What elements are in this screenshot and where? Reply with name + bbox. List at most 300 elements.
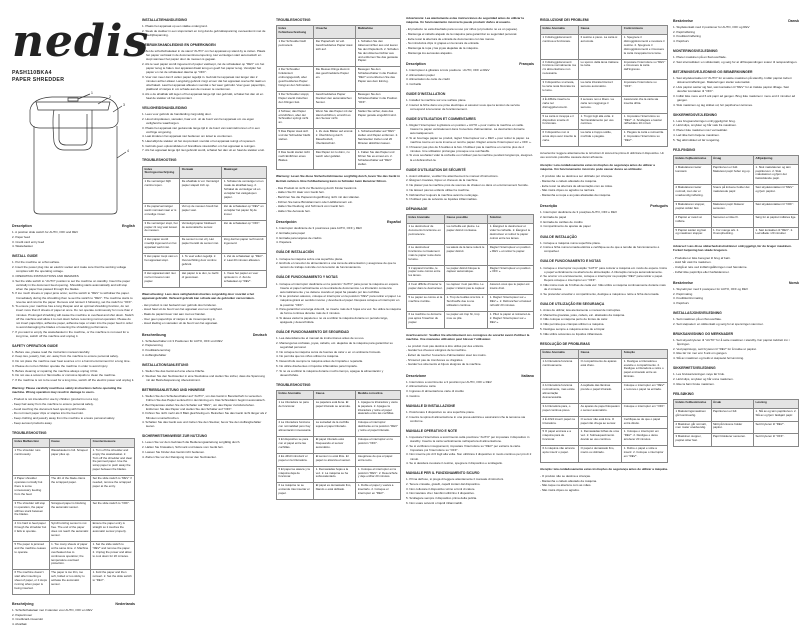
warning-text: Advarsel: Læs disse sikkerhedsinstruktioner omhyggeligt, før du bruger maskinen. Forkert betjening kan skade brugeren.	[673, 244, 792, 253]
list-item: 5. Before cleaning or repairing the machine always unplug it first.	[12, 368, 99, 373]
cell-cause: O sensor não está livre. O papel não chega ao sensor.	[579, 416, 622, 429]
list-item: - Das Produkt ist nicht zur Benutzung durch Kinder bestimmt.	[276, 185, 358, 190]
language-header	[406, 374, 534, 378]
numbered-list	[142, 24, 267, 37]
numbered-list	[673, 317, 799, 326]
numbered-list	[12, 230, 135, 248]
header-cause: Cause	[49, 438, 90, 447]
cell-solution: 1. Schalten Sie den Aktenvernichter aus und leeren Sie den Papierkorb. 2. Schalten Sie den Aktenvernichter aus und entfernen Sie das gestaute Papier.	[356, 38, 401, 66]
header-cause: Årsag	[711, 155, 754, 164]
cell-cause: El papel triturado está bloqueando el sensor automático.	[314, 437, 356, 454]
table-row	[277, 437, 401, 454]
language-header	[673, 19, 799, 23]
list-item: 1. Plaats het apparaat op een vlakke ondergrond.	[142, 24, 208, 29]
table-row	[143, 270, 267, 287]
list-item: 1. Before use, please read the instruction manual carefully.	[12, 349, 90, 354]
header-index-malfunction	[143, 166, 180, 179]
table-row	[277, 453, 401, 466]
cell-cause: Papirkurven er full.	[711, 408, 754, 421]
numbered-list	[276, 282, 401, 325]
cell-solution: 1. Sluk makulatoren og tøm papirkurven. 2. Sluk makulatoren og fjern det fastsiddende papir.	[754, 164, 799, 185]
list-item: 1. Sett maskinen på en flat overflate.	[673, 317, 722, 322]
list-item: 4. Se pretender esvaziar o compartimento, desligue a máquina e retire a ficha da tomada.	[540, 291, 660, 296]
section-heading: GEBRUIKSHANDLEIDING EN OPMERKINGEN	[142, 42, 216, 47]
cell-malfunction: 2 Makulatoren kører normalt, men der er unødvendig indføring.	[674, 185, 712, 202]
cell-cause: La carta è troppo sottile, morbida o piegata.	[579, 130, 622, 147]
section-heading: SICHERHEITSHINWEISE ZUR NUTZUNG	[142, 434, 207, 439]
cell-solution: Coloque el interruptor en la posición "OFF".	[356, 437, 401, 454]
list-item: 1. Prima dell'uso, si prega di leggere attentamente il manuale di istruzioni.	[406, 477, 504, 482]
list-item: 4. Si vous souhaitez vider la corbeille ou n'utilisez pas la machine pendant longtemps, éteignez-la et débranchez-la.	[406, 153, 534, 162]
language-header	[276, 220, 401, 224]
list-item: 2. Bei Papierstau stellen Sie den Schalter auf "REV", um das Papier zurückzuziehen. Entfernen Sie das Papier und stellen Sie den Schalter auf "OFF".	[142, 402, 255, 411]
table-row	[674, 408, 799, 421]
cell-solution: 1. Pliez le papier et réinsérez-le. 2. Réglez l'interrupteur sur « REV ».	[488, 311, 534, 328]
list-item: 3. Entrada de cartões de crédito	[540, 219, 583, 224]
list-item: - Keep clothing and jewelry away from the machine to ensure personal safety.	[12, 415, 115, 420]
list-item: 4. Cestino	[406, 393, 420, 398]
section-heading: BRUKSANVISNING OG MERKNADER	[673, 331, 734, 336]
header-malfunction: Anomalía	[287, 390, 301, 395]
header-malfunction: Anomalia	[551, 349, 565, 354]
list-item: - No introduzca clips ni grapas en la ranura de entrada.	[406, 41, 480, 46]
cell-solution: 1. Vouw het papier en voer opnieuw in. 2. Zet de schakelaar op "REV".	[222, 270, 267, 287]
cell-malfunction: 4 È difficile inserire la carta nel distruggidocumenti.	[541, 96, 579, 113]
cell-malfunction: 1 La trituradora no para de funcionar.	[277, 399, 314, 420]
warning-text: Avertissement : Veuillez lire attentivement ces consignes de sécurité avant d'utiliser la machine. Une mauvaise utilisation peut blesser l'utilisateur.	[406, 332, 530, 341]
table-header-row	[541, 349, 668, 358]
bullet-list	[406, 27, 534, 55]
header-index: Index	[144, 166, 153, 171]
numbered-list	[406, 380, 534, 398]
table-row	[277, 399, 401, 420]
list-item: - Halten Sie Aerosole fern.	[276, 209, 312, 214]
list-item: 2. Hold slips, smykker og hår unna maskinen.	[673, 376, 734, 381]
cell-malfunction: 4 Papiret er svært at indføre.	[674, 214, 712, 227]
list-item: 1. Placer maskinen på en flad overflade.	[673, 55, 727, 60]
section-heading: RISOLUZIONE DEI PROBLEMI	[540, 18, 589, 22]
list-item: 1. Schuifschakelaar met 3 standen voor AUTO, OFF en REV	[12, 608, 93, 612]
section-heading: FEJLFINDING	[673, 147, 696, 152]
cell-cause: 1. Trop de feuilles à la fois. 2. Surchauffe due à une utilisation continue.	[445, 295, 488, 312]
list-item: 3. Plaats het apparaat niet gedurende lange tijd in de buurt van warmtebronnen of in een vochtige omgeving.	[142, 125, 260, 134]
list-item: - Halten Sie Kleidung und Schmuck vom Gerät fern.	[276, 204, 345, 209]
cell-solution: Impostare l'interruttore su "OFF".	[622, 80, 668, 97]
table-row	[277, 420, 401, 437]
table-header-row	[277, 26, 401, 39]
cell-cause: Synchronizing sensor is not free. The end of the paper does not reach the automatic sensor.	[49, 521, 90, 542]
cell-solution: Réglez l'interrupteur en position « OFF ».	[488, 265, 534, 282]
header-cause: Ursache	[314, 26, 356, 39]
cell-malfunction: 3 A trituradora para, o papel continua preso.	[541, 403, 579, 416]
table-row	[674, 164, 799, 185]
cell-solution: Sørg for at papiret indføres lige.	[754, 214, 799, 227]
cell-cause: 1. Too many sheets of paper at the same time. 2. Machine overheated due to continuous operation; the temperature overload protection.	[49, 541, 90, 569]
cell-malfunction: 1 Le destructeur de documents fonctionne en permanence.	[407, 224, 445, 245]
cell-cause: Le papier est trop fin, trop mou ou plié.	[445, 311, 488, 328]
numbered-list	[540, 308, 668, 336]
list-item: 2. Halten Sie Krawatten, Schmuck und Haare vom Gerät fern.	[142, 445, 225, 450]
list-item: 4. Papirkurv	[673, 300, 690, 305]
list-item: 5. Tag altid stikket ud før rengøring.	[673, 137, 720, 142]
list-item: - Mantenga el cabello alejado de la máquina para garantizar su seguridad personal.	[406, 31, 518, 36]
cell-malfunction: 4 Het papier wordt moeilijk ingevoerd en het apparaat werkt niet.	[143, 237, 180, 254]
cell-cause: As aparas de papel bloqueiam o sensor automático.	[579, 403, 622, 416]
table-row	[277, 67, 401, 92]
list-item: 3. Voer niet meer dan 6 vellen papier tegelijk in. Gebruik het apparaat niet langer dan 2 minuten achter elkaar. Langdurig gebruik zorgt ervoor dat het apparaat oververhit raakt en uitschakelt. Laat het apparaat afkoelen voordat u het weer gebruikt. Voer geen paperclips, plakband of nietjes in om schade aan de messen te voorkomen.	[142, 74, 266, 92]
header-index-malfunction	[674, 155, 712, 164]
list-item: 3. Não coloque a máquina perto de fontes de calor.	[540, 317, 609, 322]
cell-malfunction: 2 De papiervernietiger werkt normaal maar er is onnodige invoer.	[143, 203, 180, 220]
list-item: 7. If the machine is not to be used for a long time, switch off the electric power and unplug it.	[12, 377, 135, 382]
section-heading: INSTALL GUIDE	[12, 254, 38, 259]
table-row	[407, 244, 534, 265]
table-row	[277, 466, 401, 483]
list-item: 2. Si un bourrage papier se produit, réglez l'interrupteur sur « REV » pour retirer le papier. La machine tourne en sens inverse et rend le papier. Réglez ensuite l'interrupteur sur « OFF ».	[406, 135, 532, 144]
numbered-list	[406, 174, 534, 202]
table-row	[407, 311, 534, 328]
list-item: 2. Mantenha gravatas, joias, cabelo, etc. afastados da máquina.	[540, 312, 626, 317]
header-malfunction: Anomalia	[551, 26, 565, 31]
header-malfunction: Malfunction	[22, 438, 40, 443]
cell-malfunction: 4 Il est difficile d'insérer le papier dans le destructeur.	[407, 282, 445, 295]
list-item: 2. Steek de stekker in een stopcontact en zorg dat de gebruiksspanning overeenkomt met de bedrijfsspanning.	[142, 28, 266, 37]
column-5	[540, 12, 668, 493]
list-item: 1. Interrupteur à glissière à trois positions : AUTO, OFF et REV	[406, 67, 490, 72]
header-index: Índice	[278, 390, 287, 395]
header-index: Index	[278, 26, 287, 31]
numbered-list	[540, 266, 668, 296]
table-row	[541, 446, 668, 463]
list-item: 1. Lea detenidamente el manual de instrucciones antes de su uso.	[276, 336, 365, 341]
list-item: 4. Se si desidera svuotare il cestino, spegnere il dispositivo e scollegarlo.	[406, 461, 503, 466]
list-item: 1. Installez la machine sur une surface plane.	[406, 98, 467, 103]
troubleshooting-table	[276, 390, 401, 500]
description-heading: Descripción	[276, 220, 297, 225]
header-index: Indeks	[675, 399, 685, 404]
numbered-list	[406, 98, 534, 111]
cell-cause: Lo sporco della lama trattiene la carta.	[579, 59, 622, 80]
cell-cause: The dirt of the blade clams the scrapped paper.	[49, 476, 90, 501]
cell-cause: Wenn Sie das Papier mit der Hand einführen, erreicht es den Sensor nicht.	[314, 108, 356, 129]
cell-solution: Stellen Sie sicher, dass das Papier gerade eingeführt wird.	[356, 108, 401, 129]
troubleshooting-table	[276, 25, 401, 170]
column-1	[12, 12, 150, 627]
list-item: 1. Sæt skydekontakten til "AUTO" for at sætte maskinen på standby. Indfør papiret lodret i dokumentindføringen. Makuleringen starter automatisk.	[673, 76, 793, 85]
cell-cause: 1. Te veel vellen tegelijk. 2. Oververhitting door continu gebruik.	[180, 254, 222, 271]
list-item: - N'insérez pas de trombones ou d'agrafes.	[406, 357, 464, 362]
column-3	[276, 12, 401, 504]
table-row	[541, 80, 668, 97]
warning-text: Atenção: Leia cuidadosamente estas instruções de segurança antes de utilizar a máquina. Um funcionamento incorreto pode causar danos ao utilizador.	[540, 163, 655, 172]
list-item: 6. No utilice disolventes ni líquidos inflamables para limpiarla.	[276, 363, 358, 368]
cell-solution: Coloque o interruptor em "OFF".	[622, 403, 668, 416]
cell-malfunction: 3 L'appareil s'arrête, le papier reste coincé entre les lames.	[407, 265, 445, 282]
list-item: - Mantenha a roupa e as joias afastadas da máquina.	[540, 193, 611, 198]
cell-cause: Makuleret papir blokerer sensoren.	[711, 201, 754, 214]
table-row	[674, 214, 799, 227]
table-header-row	[407, 215, 534, 224]
cell-malfunction: 2 A trituradora funciona normalmente, mas existe alimentação desnecessária.	[541, 383, 579, 404]
table-row	[674, 434, 799, 447]
list-item: 1. Les bruksanvisningen nøye før bruk.	[673, 372, 725, 377]
column-6	[673, 12, 799, 451]
warning-text: Warnung: Lesen Sie diese Sicherheitshinweise sorgfältig durch, bevor Sie das Gerät in Betrieb nehmen. Eine Fehlbedienung kann zu Schäden beim Benutzer führen.	[276, 174, 400, 183]
table-row	[541, 96, 668, 113]
header-index: Index	[408, 215, 417, 220]
list-item: - O produto não se destina a ser utilizado por crianças.	[540, 174, 613, 179]
list-item: 7. Si no va a utilizar la máquina durante mucho tiempo, apague la alimentación y desenchúfela.	[276, 368, 384, 377]
cell-solution: Zet de schakelaar op "OFF".	[222, 220, 267, 237]
cell-solution: Bewegen Sie den Schiebeschalter in die Position "REV" und entfernen Sie das Papier aus dem Einzug.	[356, 67, 401, 92]
list-item: 2. Papirindføring	[673, 29, 696, 34]
list-item: 4. Lad ikke børn betjene maskinen.	[673, 132, 720, 137]
section-heading: RESOLUÇÃO DE PROBLEMAS	[540, 341, 590, 346]
list-item: - Voer geen paperclips of nietjes in de invoeropening in.	[142, 316, 216, 321]
list-item: 2. Si se producen atascos, coloque el interruptor en la posición "REV" para retirar el papel. La máquina girará en sentido inverso y devolverá el papel. Después coloque el interruptor en la posición "OFF".	[276, 294, 401, 307]
list-item: 1. Skydekontakt med 3 positioner for AUTO, OFF og REV	[673, 25, 750, 30]
cell-solution: 1. Coloque el interruptor en la posición "REV". 2. Desenchufe y deje enfriar 20 minutos.	[356, 466, 401, 483]
list-item: 6. Não utilize solventes ou líquidos inflamáveis.	[540, 331, 603, 336]
header-malfunction: Storingsomschrijving	[144, 170, 175, 175]
cell-solution: Ensure the paper entry is straight so it touches the automatic sensor properly.	[91, 521, 135, 542]
list-item: 1. Coloque la máquina sobre una superficie plana.	[276, 256, 343, 261]
cell-malfunction: 2 Maskinen går normalt, men mater unødvendig.	[674, 421, 712, 434]
numbered-list	[12, 350, 135, 382]
cell-cause: Het papier is te dun, te zacht of gevouwen.	[180, 270, 222, 287]
cell-malfunction: 5 The paper is jammed and the machine ceases to operate.	[13, 541, 50, 569]
header-index-malfunction	[277, 26, 314, 39]
list-item: 3. Kreditkarteneinzug	[142, 348, 171, 352]
cell-malfunction: 1 Il distruggidocumenti continua a funzionare.	[541, 35, 579, 60]
troubleshooting-table	[12, 438, 135, 595]
list-item: 4. Ne laissez pas les enfants utiliser la machine.	[406, 187, 470, 192]
numbered-list	[406, 410, 534, 423]
list-item: 7. Als het apparaat lange tijd niet gebruikt wordt, schakel het dan uit en haal de stekker eruit.	[142, 148, 265, 153]
language-header	[142, 333, 267, 337]
numbered-list	[673, 25, 799, 43]
header-solution: Maatregel	[222, 166, 267, 179]
numbered-list	[276, 226, 401, 244]
cell-solution: Set the slide switch to "REV" if needed, remove the scrapped paper at the entry.	[91, 476, 135, 501]
list-item: 3. Führen Sie nicht mehr als 6 Blatt gleichzeitig ein. Betreiben Sie das Gerät nicht länger als 2 Minuten ununterbrochen.	[142, 411, 267, 420]
table-row	[13, 500, 135, 521]
table-row	[541, 383, 668, 404]
list-item: 4. Papelera	[276, 240, 292, 245]
list-item: 1. Put the machine on a flat surface.	[12, 260, 61, 265]
list-item: 3. Credit card entry feed	[12, 239, 45, 244]
troubleshooting-table	[540, 25, 668, 147]
table-row	[13, 541, 135, 569]
list-item: 2. Éloignez cravates, bijoux et cheveux de la machine.	[406, 178, 479, 183]
cell-cause: Die Messer-Klinge klemmt das geschredderte Papier ein.	[314, 67, 356, 92]
list-item: - Raak de papierinvoer niet aan met uw handen.	[142, 312, 207, 317]
cell-cause: 1. Troppi fogli alla volta. 2. Surriscaldamento per uso continuo.	[579, 113, 622, 130]
table-row	[674, 185, 799, 202]
cell-cause: La corbeille est pleine. Le papier détruit s'entasse.	[445, 224, 488, 245]
list-item: 6. Do not use a solvent or flammable or corrosive liquids to clean the machine.	[12, 373, 117, 378]
bullet-list	[12, 397, 135, 425]
numbered-list	[276, 257, 401, 270]
cell-cause: Papir blokkerer sensoren.	[711, 434, 754, 447]
list-item: 4. Papirkurv	[673, 39, 690, 44]
section-heading: SAFETY OPERATION GUIDE	[12, 343, 58, 348]
list-item: 3. Non collocare il dispositivo vicino a fonti di calore.	[406, 486, 476, 491]
section-heading: TROUBLESHOOTING	[276, 382, 311, 387]
list-item: 3. Não insira mais de 6 folhas de cada vez. Não utilize a máquina continuamente durante mais de 2 minutos.	[540, 283, 666, 292]
warning-text: Atenção: leia cuidadosamente estas instruções de segurança antes de utilizar a máquina.	[540, 466, 668, 471]
shredder-illustration	[12, 88, 135, 217]
cell-solution: 1. Éteignez le destructeur et videz la corbeille. 2. Éteignez le destructeur et retirez le papier coincé entre les lames.	[488, 224, 534, 245]
language-label: Deutsch	[252, 332, 267, 337]
callout-1: 1	[91, 91, 93, 95]
cell-solution: Asegúrese de que el papel entra recto.	[356, 453, 401, 466]
table-row	[13, 476, 135, 501]
cell-malfunction: 6 La máquina no se enciende tras insertar el papel.	[277, 483, 314, 500]
list-item: 2. Tenere cravatte, gioielli, capelli lontani dal dispositivo.	[406, 482, 481, 487]
list-item: 5. Scollegare sempre il dispositivo prima della pulizia.	[406, 496, 478, 501]
bullet-list	[540, 174, 668, 197]
cell-solution: 1. Zet de schakelaar op "REV". 2. Laat 20 minuten afkoelen.	[222, 254, 267, 271]
numbered-list	[673, 76, 799, 106]
warning-text: Waarschuwing: Lees deze veiligheidsinstructies zorgvuldig door voordat u het apparaat gebruikt. Verkeerd gebruik kan schade aan de gebruiker veroorzaken.	[142, 291, 255, 300]
list-item: 6. Gebruik geen oplosmiddelen of brandbare vloeistoffen om het apparaat te reinigen.	[142, 143, 256, 148]
header-cause: Causa	[579, 26, 622, 35]
list-item: 4. Ziehen Sie vor der Reinigung immer den Netzstecker.	[142, 454, 217, 459]
callout-4: 4	[127, 149, 129, 153]
list-item: - Undgå at røre ved indføringsåbningen med hænderne.	[673, 264, 748, 269]
cell-cause: De sensor is niet vrij. Het papier bereikt de sensor niet.	[180, 237, 222, 254]
callout-2: 2	[109, 95, 111, 99]
cell-solution: 1. Spegnere il distruggidocumenti e svuotare il cestino. 2. Spegnere il distruggidocumenti e rimuovere la carta inceppata tra le lame.	[622, 35, 668, 60]
cell-malfunction: 4 Es difícil introducir el papel en la trituradora.	[277, 453, 314, 466]
list-item: 5. Débranchez toujours la machine avant le nettoyage.	[406, 192, 479, 197]
section-heading: TROUBLESHOOTING	[12, 430, 47, 435]
cell-malfunction: 6 The machine doesn't start after inserting a sheet of paper, or it stops running when paper is being inserted.	[13, 570, 50, 595]
list-item: 2. Se ocorrer um encravamento, coloque o interruptor na posição "REV" para retirar o papel. Depois coloque o interruptor em "OFF".	[540, 274, 663, 283]
list-item: 2. Keep ties, jewelry, hair, etc. away from the machine to ensure personal safety.	[12, 354, 119, 359]
header-solution: Solução	[622, 349, 668, 358]
header-malfunction: Fejlbeskrivelse	[685, 155, 707, 160]
list-item: 1. Lees voor gebruik de handleiding zorgvuldig door.	[142, 112, 212, 117]
cell-malfunction: 5 El papel se atasca y la máquina deja de funcionar.	[277, 466, 314, 483]
table-header-row	[143, 166, 267, 179]
list-item: 4. Slå av maskinen og trekk ut støpselet før tømming.	[673, 356, 745, 361]
table-row	[407, 282, 534, 295]
list-item: 3. Lassen Sie Kinder das Gerät nicht bedienen.	[142, 449, 205, 454]
list-item: 4. Als u de afvalbak wilt legen of het apparaat lange tijd niet gebruikt, schakel het dan uit en haal de stekker uit het stopcontact.	[142, 91, 264, 100]
cell-cause: 1. For mange ark. 2. Overophedning.	[711, 227, 754, 240]
cell-malfunction: 1 A trituradora funciona continuamente.	[541, 358, 579, 383]
list-item: 3. Ne placez pas la machine près de sources de chaleur ou dans un environnement humide.	[406, 183, 529, 188]
numbered-list	[142, 49, 267, 100]
list-item: 2. Sæt strømstikket i en stikkontakt, og sørg for at driftsspændingen svarer til netspændingen.	[673, 60, 798, 65]
cell-cause: Le papier détruit bloque le capteur automatique.	[445, 265, 488, 282]
cell-cause: Le capteur n'est pas libre. Le papier n'atteint pas le capteur.	[445, 282, 488, 295]
cell-cause: Das Papier ist zu dünn, zu weich oder gefaltet.	[314, 149, 356, 170]
list-item: - O produto não se destina a crianças.	[540, 473, 591, 478]
header-solution: Medida correctiva	[356, 390, 401, 399]
list-item: - Évitez de toucher l'ouverture d'alimentation avec les mains.	[406, 353, 487, 358]
list-item: 3. N'insérez pas plus de 6 feuilles à la fois. N'utilisez pas la machine en continu plus de 2 minutes. Une utilisation prolongée provoque une surchauffe.	[406, 144, 525, 153]
troubleshooting-table	[673, 155, 799, 241]
cell-malfunction: 5 O papel encrava e a máquina para de funcionar.	[541, 429, 579, 446]
list-item: 2. Insérez la fiche dans une prise électrique et assurez-vous que la tension de service correspond à la tension de fonctionnement.	[406, 102, 520, 111]
cell-solution: 1. Fold the paper and then reinsert. 2. Set the slide switch to "REV".	[91, 570, 135, 595]
list-item: - Le produit n'est pas destiné à être utilisé par des enfants.	[406, 343, 484, 348]
cell-solution: 1. Schiebeschalter auf "REV" stellen und Papier entfernen. 2. Netzstecker ziehen und 20 Minuten abkühlen lassen.	[356, 129, 401, 150]
header-cause: Causa	[314, 390, 356, 399]
table-row	[277, 149, 401, 170]
cell-solution: Réglez l'interrupteur en position « REV » et retirez le papier.	[488, 244, 534, 265]
table-header-row	[277, 390, 401, 399]
warning-text: Warning: Please carefully read these safety instructions before operating the machine. Wrong operation may result in damage to users.	[12, 386, 122, 395]
cell-solution: 1. Turn off the shredder and empty the wastebasket. 2. Turn off the shredder and clear the jammed paper. Use the scrap paper to push away the paper between the blades.	[91, 447, 135, 475]
numbered-list	[673, 372, 799, 385]
list-item: 2. Insira a ficha numa tomada elétrica e certifique-se de que a tensão de funcionamento é compatível.	[540, 245, 660, 254]
list-item: - Keep hair away from the machine to ensure personal safety.	[12, 401, 94, 406]
cell-solution: 1. Coloque o interruptor em "REV". 2. Desligue e deixe arrefecer 20 minutos.	[622, 429, 668, 446]
list-item: - Não toque na abertura com as mãos.	[540, 483, 592, 488]
language-label: Norsk	[788, 280, 799, 285]
bullet-list	[276, 186, 401, 214]
list-item: 3. Kredittkortinnmating	[673, 296, 704, 301]
table-row	[674, 201, 799, 214]
list-item: 3. Para garantizar una larga vida útil, no inserte más de 6 hojas a la vez. No utilice la máquina de forma continua durante más de 2 minutos.	[276, 307, 401, 316]
table-row	[277, 108, 401, 129]
section-heading: GUÍA DE INSTALACIÓN	[276, 250, 314, 255]
numbered-list	[276, 336, 401, 376]
section-heading: GUIDE D'INSTALLATION	[406, 91, 446, 96]
table-row	[541, 35, 668, 60]
cell-cause: El papel es demasiado fino, blando o está doblado.	[314, 483, 356, 500]
list-item: 1. Avant utilisation, veuillez lire attentivement le manuel d'instructions.	[406, 173, 499, 178]
list-item: 4. Set the slide switch to "AUTO" position to set the machine on standby. Insert the paper vertically in the document feed opening. Shredding starts automatically and will stop when the paper has passed through the blades.	[12, 278, 131, 291]
paragraph: Avvertenza: leggere attentamente le istruzioni di sicurezza prima di utilizzare il dispositivo. Un uso scorretto potrebbe causare danni all'utente.	[540, 151, 665, 160]
cell-solution: 1. Doble el papel y vuelva a insertarlo. 2. Coloque el interruptor en "REV".	[356, 483, 401, 500]
cell-malfunction: 3 Makulatoren stopper, papiret sidder fast.	[674, 201, 712, 214]
list-item: 2. Hvis papiret sætter sig fast, sæt kontakten til "REV" for at trække papiret tilbage. Sæt derefter kontakten til "OFF".	[673, 85, 790, 94]
list-item: - Mantenga la ropa y las joyas alejadas de la máquina.	[406, 45, 479, 50]
header-malfunction: Anomalie	[416, 215, 430, 220]
section-heading: MANUALE OPERATIVO E NOTE	[406, 428, 458, 433]
numbered-list	[540, 210, 668, 228]
model-number: PASH110BKA4	[12, 70, 52, 76]
list-item: - El producto no está diseñado para su uso por niños (el producto no es un juguete).	[406, 27, 518, 32]
language-label: Dansk	[788, 19, 799, 23]
list-item: 1. Skyvebryter med 3 posisjoner for AUTO, OFF og REV	[673, 286, 748, 291]
numbered-list	[540, 241, 668, 254]
list-item: 3. Entrada para tarjetas de crédito	[276, 235, 322, 240]
list-item: 1. Impostare l'interruttore a scorrimento sulla posizione "AUTO" per impostare il dispositivo in standby. Inserire la carta verticalmente nell'apertura di alimentazione.	[406, 434, 530, 443]
language-label: Français	[519, 61, 534, 66]
header-index-malfunction	[13, 438, 50, 447]
table-row	[541, 429, 668, 446]
section-heading: BETJENINGSVEJLEDNING OG BEMÆRKNINGER	[673, 70, 753, 75]
list-item: 1. Læs brugsanvisningen omhyggeligt før brug.	[673, 118, 736, 123]
cell-solution: Set the slide switch to "OFF".	[91, 500, 135, 521]
header-index: Indice	[542, 26, 551, 31]
cell-solution: 1. Dobre o papel e volte a inserir. 2. Coloque o interruptor em "REV".	[622, 446, 668, 463]
list-item: 2. Papierinvoer	[12, 612, 33, 617]
list-item: 4. Compartimento de aparas de papel	[540, 224, 591, 229]
header-malfunction: Fehlerbeschreibung	[278, 30, 307, 34]
table-row	[13, 521, 135, 542]
header-cause: Årsak	[711, 399, 754, 408]
description-heading: Beschrijving	[12, 601, 34, 606]
troubleshooting-table	[142, 166, 267, 288]
language-header	[540, 204, 668, 208]
